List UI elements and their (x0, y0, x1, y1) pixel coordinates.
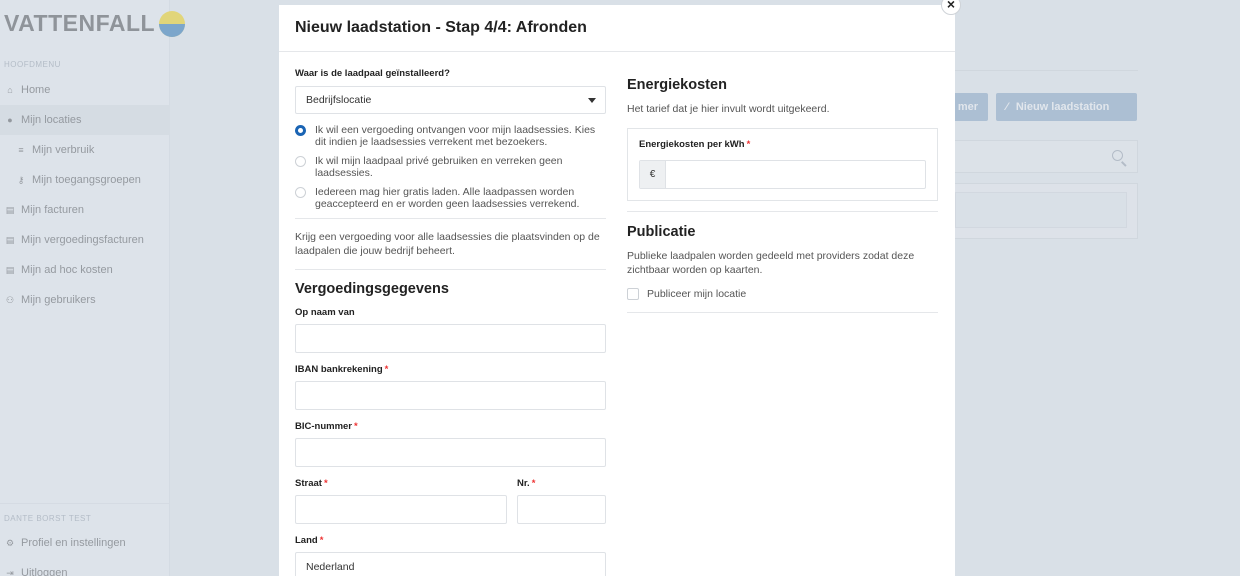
energy-costs-heading: Energiekosten (627, 77, 727, 93)
publication-text: Publieke laadpalen worden gedeeld met providers zodat deze zichtbaar worden op kaarten. (627, 250, 915, 276)
radio-private[interactable] (295, 156, 306, 167)
account-name-label-text: Op naam van (295, 307, 355, 318)
energy-costs-text: Het tarief dat je hier invult wordt uitgekeerd. (627, 103, 830, 115)
house-number-label (517, 478, 606, 489)
divider (627, 312, 938, 313)
country-select[interactable] (295, 552, 606, 576)
new-charging-station-modal (279, 5, 955, 576)
install-location-select[interactable] (295, 86, 606, 114)
option-compensation[interactable] (295, 124, 606, 148)
option-private-text: Ik wil mijn laadpaal privé gebruiken en verreken geen laadsessies. (315, 155, 563, 179)
required-marker: * (531, 478, 536, 489)
account-name-label (295, 307, 606, 318)
divider (627, 211, 938, 212)
house-number-group (517, 478, 606, 524)
option-free-text: Iedereen mag hier gratis laden. Alle laadpassen worden geaccepteerd en er worden geen laadsessies verrekend. (315, 186, 580, 210)
country-label-text: Land (295, 535, 318, 546)
street-input[interactable] (295, 495, 507, 524)
publish-location-option[interactable] (627, 287, 938, 301)
modal-right-column (627, 77, 938, 313)
publish-location-checkbox[interactable] (627, 288, 639, 300)
energy-cost-input[interactable] (666, 161, 925, 188)
street-group (295, 478, 507, 524)
payment-details-heading: Vergoedingsgegevens (295, 281, 449, 297)
close-icon: × (946, 0, 956, 12)
publication-heading: Publicatie (627, 224, 696, 240)
energy-cost-label-text: Energiekosten per kWh (639, 139, 745, 150)
required-marker: * (354, 421, 358, 432)
option-free[interactable] (295, 186, 606, 210)
radio-compensation[interactable] (295, 125, 306, 136)
street-label-text: Straat (295, 478, 322, 489)
euro-prefix: € (640, 161, 666, 188)
iban-label-text: IBAN bankrekening (295, 364, 383, 375)
publish-location-label: Publiceer mijn locatie (647, 288, 747, 300)
iban-label (295, 364, 606, 375)
house-number-label-text: Nr. (517, 478, 530, 489)
modal-left-column (295, 68, 606, 576)
chevron-down-icon (588, 98, 596, 103)
divider (295, 218, 606, 219)
compensation-info-text: Krijg een vergoeding voor alle laadsessies die plaatsvinden op de laadpalen die jouw bedrijf beheert. (295, 231, 600, 257)
country-value: Nederland (306, 560, 355, 573)
bic-label (295, 421, 606, 432)
divider (295, 269, 606, 270)
install-location-value: Bedrijfslocatie (306, 94, 372, 106)
country-label (295, 535, 606, 546)
bic-input[interactable] (295, 438, 606, 467)
street-label (295, 478, 507, 489)
bic-label-text: BIC-nummer (295, 421, 353, 432)
energy-cost-label (639, 139, 926, 150)
energy-cost-box (627, 128, 938, 201)
required-marker: * (319, 535, 324, 546)
address-row (295, 478, 606, 524)
radio-free[interactable] (295, 187, 306, 198)
house-number-input[interactable] (517, 495, 606, 524)
required-marker: * (746, 139, 751, 150)
modal-title: Nieuw laadstation - Stap 4/4: Afronden (295, 19, 587, 36)
install-location-label: Waar is de laadpaal geïnstalleerd? (295, 68, 450, 79)
account-name-input[interactable] (295, 324, 606, 353)
required-marker: * (384, 364, 389, 375)
option-compensation-text: Ik wil een vergoeding ontvangen voor mijn laadsessies. Kies dit indien je laadsessies verrekent met bezoekers. (315, 124, 596, 148)
option-private[interactable] (295, 155, 606, 179)
energy-cost-input-group[interactable] (639, 160, 926, 189)
required-marker: * (323, 478, 328, 489)
modal-header (279, 5, 955, 52)
iban-input[interactable] (295, 381, 606, 410)
